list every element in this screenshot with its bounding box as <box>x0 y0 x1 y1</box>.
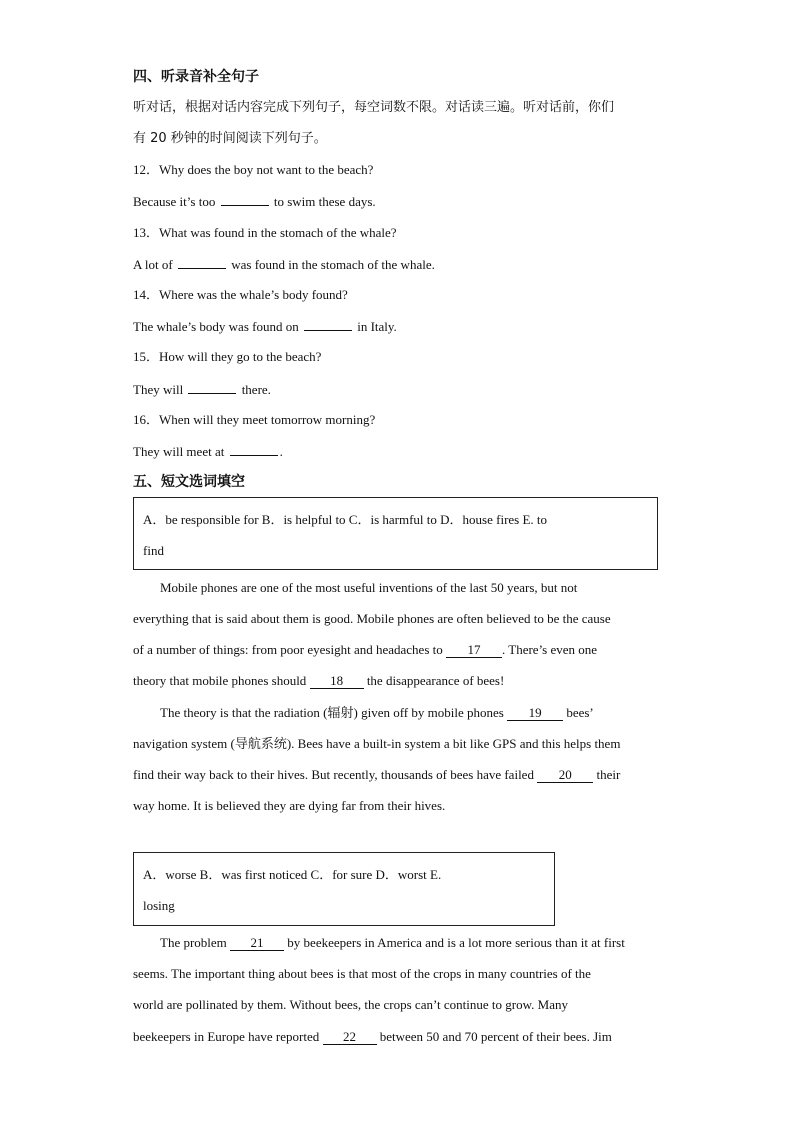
passage1-line-1: Mobile phones are one of the most useful inventions of the last 50 years, but not <box>160 580 578 595</box>
answer-13-blank[interactable] <box>178 255 226 269</box>
blank-22[interactable]: 22 <box>323 1030 377 1045</box>
answer-13 <box>133 255 435 274</box>
passage1-line-4 <box>133 672 504 690</box>
blank-20[interactable]: 20 <box>537 768 593 783</box>
passage3-line-4 <box>133 1028 612 1046</box>
passage2-line-3-pre: find their way back to their hives. But recently, thousands of bees have failed <box>133 767 534 782</box>
answer-13-post: was found in the stomach of the whale. <box>231 257 435 272</box>
passage2-line-1-pre: The theory is that the radiation (辐射) given off by mobile phones <box>160 705 504 720</box>
answer-16-post: . <box>279 444 283 459</box>
question-13: 13．What was found in the stomach of the whale? <box>133 225 397 240</box>
answer-12-pre: Because it’s too <box>133 194 216 209</box>
passage3-line-1 <box>160 934 625 952</box>
answer-14-pre: The whale’s body was found on <box>133 319 299 334</box>
word-bank-2-line-2: losing <box>143 898 175 913</box>
passage3-line-3: world are pollinated by them. Without bees, the crops can’t continue to grow. Many <box>133 997 568 1012</box>
answer-16 <box>133 442 283 461</box>
passage1-line-2: everything that is said about them is good. Mobile phones are often believed to be the cause <box>133 611 611 626</box>
passage3-line-1-post: by beekeepers in America and is a lot more serious than it at first <box>287 935 625 950</box>
word-bank-2-line-1: A．worse B．was first noticed C．for sure D．worst E. <box>143 867 442 882</box>
passage2-line-3-post: their <box>596 767 621 782</box>
question-14: 14．Where was the whale’s body found? <box>133 287 348 302</box>
answer-16-blank[interactable] <box>230 442 278 456</box>
question-12: 12．Why does the boy not want to the beach? <box>133 162 374 177</box>
blank-21[interactable]: 21 <box>230 936 284 951</box>
passage2-line-2: navigation system (导航系统). Bees have a built-in system a bit like GPS and this helps them <box>133 736 621 751</box>
blank-17[interactable]: 17 <box>446 643 502 658</box>
section4-instruction-2: 有 20 秒钟的时间阅读下列句子。 <box>133 131 327 146</box>
answer-15-post: there. <box>241 382 271 397</box>
answer-16-pre: They will meet at <box>133 444 225 459</box>
answer-13-pre: A lot of <box>133 257 173 272</box>
word-bank-1-line-1: A．be responsible for B．is helpful to C．is harmful to D．house fires E. to <box>143 512 548 527</box>
section5-title: 五、短文选词填空 <box>133 474 245 490</box>
passage3-line-1-pre: The problem <box>160 935 227 950</box>
question-16: 16．When will they meet tomorrow morning? <box>133 412 376 427</box>
passage2-line-1 <box>160 704 594 722</box>
passage2-line-1-post: bees’ <box>566 705 594 720</box>
answer-15-pre: They will <box>133 382 184 397</box>
blank-18[interactable]: 18 <box>310 674 364 689</box>
word-bank-box-2 <box>133 852 555 926</box>
passage1-line-3-pre: of a number of things: from poor eyesight and headaches to <box>133 642 443 657</box>
question-15: 15．How will they go to the beach? <box>133 349 322 364</box>
answer-14-blank[interactable] <box>304 317 352 331</box>
passage3-line-4-post: between 50 and 70 percent of their bees. Jim <box>379 1029 612 1044</box>
section4-title: 四、听录音补全句子 <box>133 69 259 85</box>
answer-14-post: in Italy. <box>357 319 397 334</box>
answer-15 <box>133 380 271 399</box>
passage1-line-4-pre: theory that mobile phones should <box>133 673 307 688</box>
blank-19[interactable]: 19 <box>507 706 563 721</box>
passage1-line-3 <box>133 641 597 659</box>
answer-12 <box>133 192 376 211</box>
word-bank-1-line-2: find <box>143 543 164 558</box>
passage3-line-2: seems. The important thing about bees is that most of the crops in many countries of the <box>133 966 591 981</box>
answer-15-blank[interactable] <box>188 380 236 394</box>
answer-14 <box>133 317 397 336</box>
passage1-line-4-post: the disappearance of bees! <box>366 673 505 688</box>
passage3-line-4-pre: beekeepers in Europe have reported <box>133 1029 320 1044</box>
passage2-line-3 <box>133 766 620 784</box>
passage2-line-4: way home. It is believed they are dying far from their hives. <box>133 798 446 813</box>
passage1-line-3-post: . There’s even one <box>502 642 598 657</box>
word-bank-box-1 <box>133 497 658 570</box>
section4-instruction-1: 听对话，根据对话内容完成下列句子，每空词数不限。对话读三遍。听对话前，你们 <box>133 100 615 115</box>
answer-12-post: to swim these days. <box>273 194 376 209</box>
answer-12-blank[interactable] <box>221 192 269 206</box>
